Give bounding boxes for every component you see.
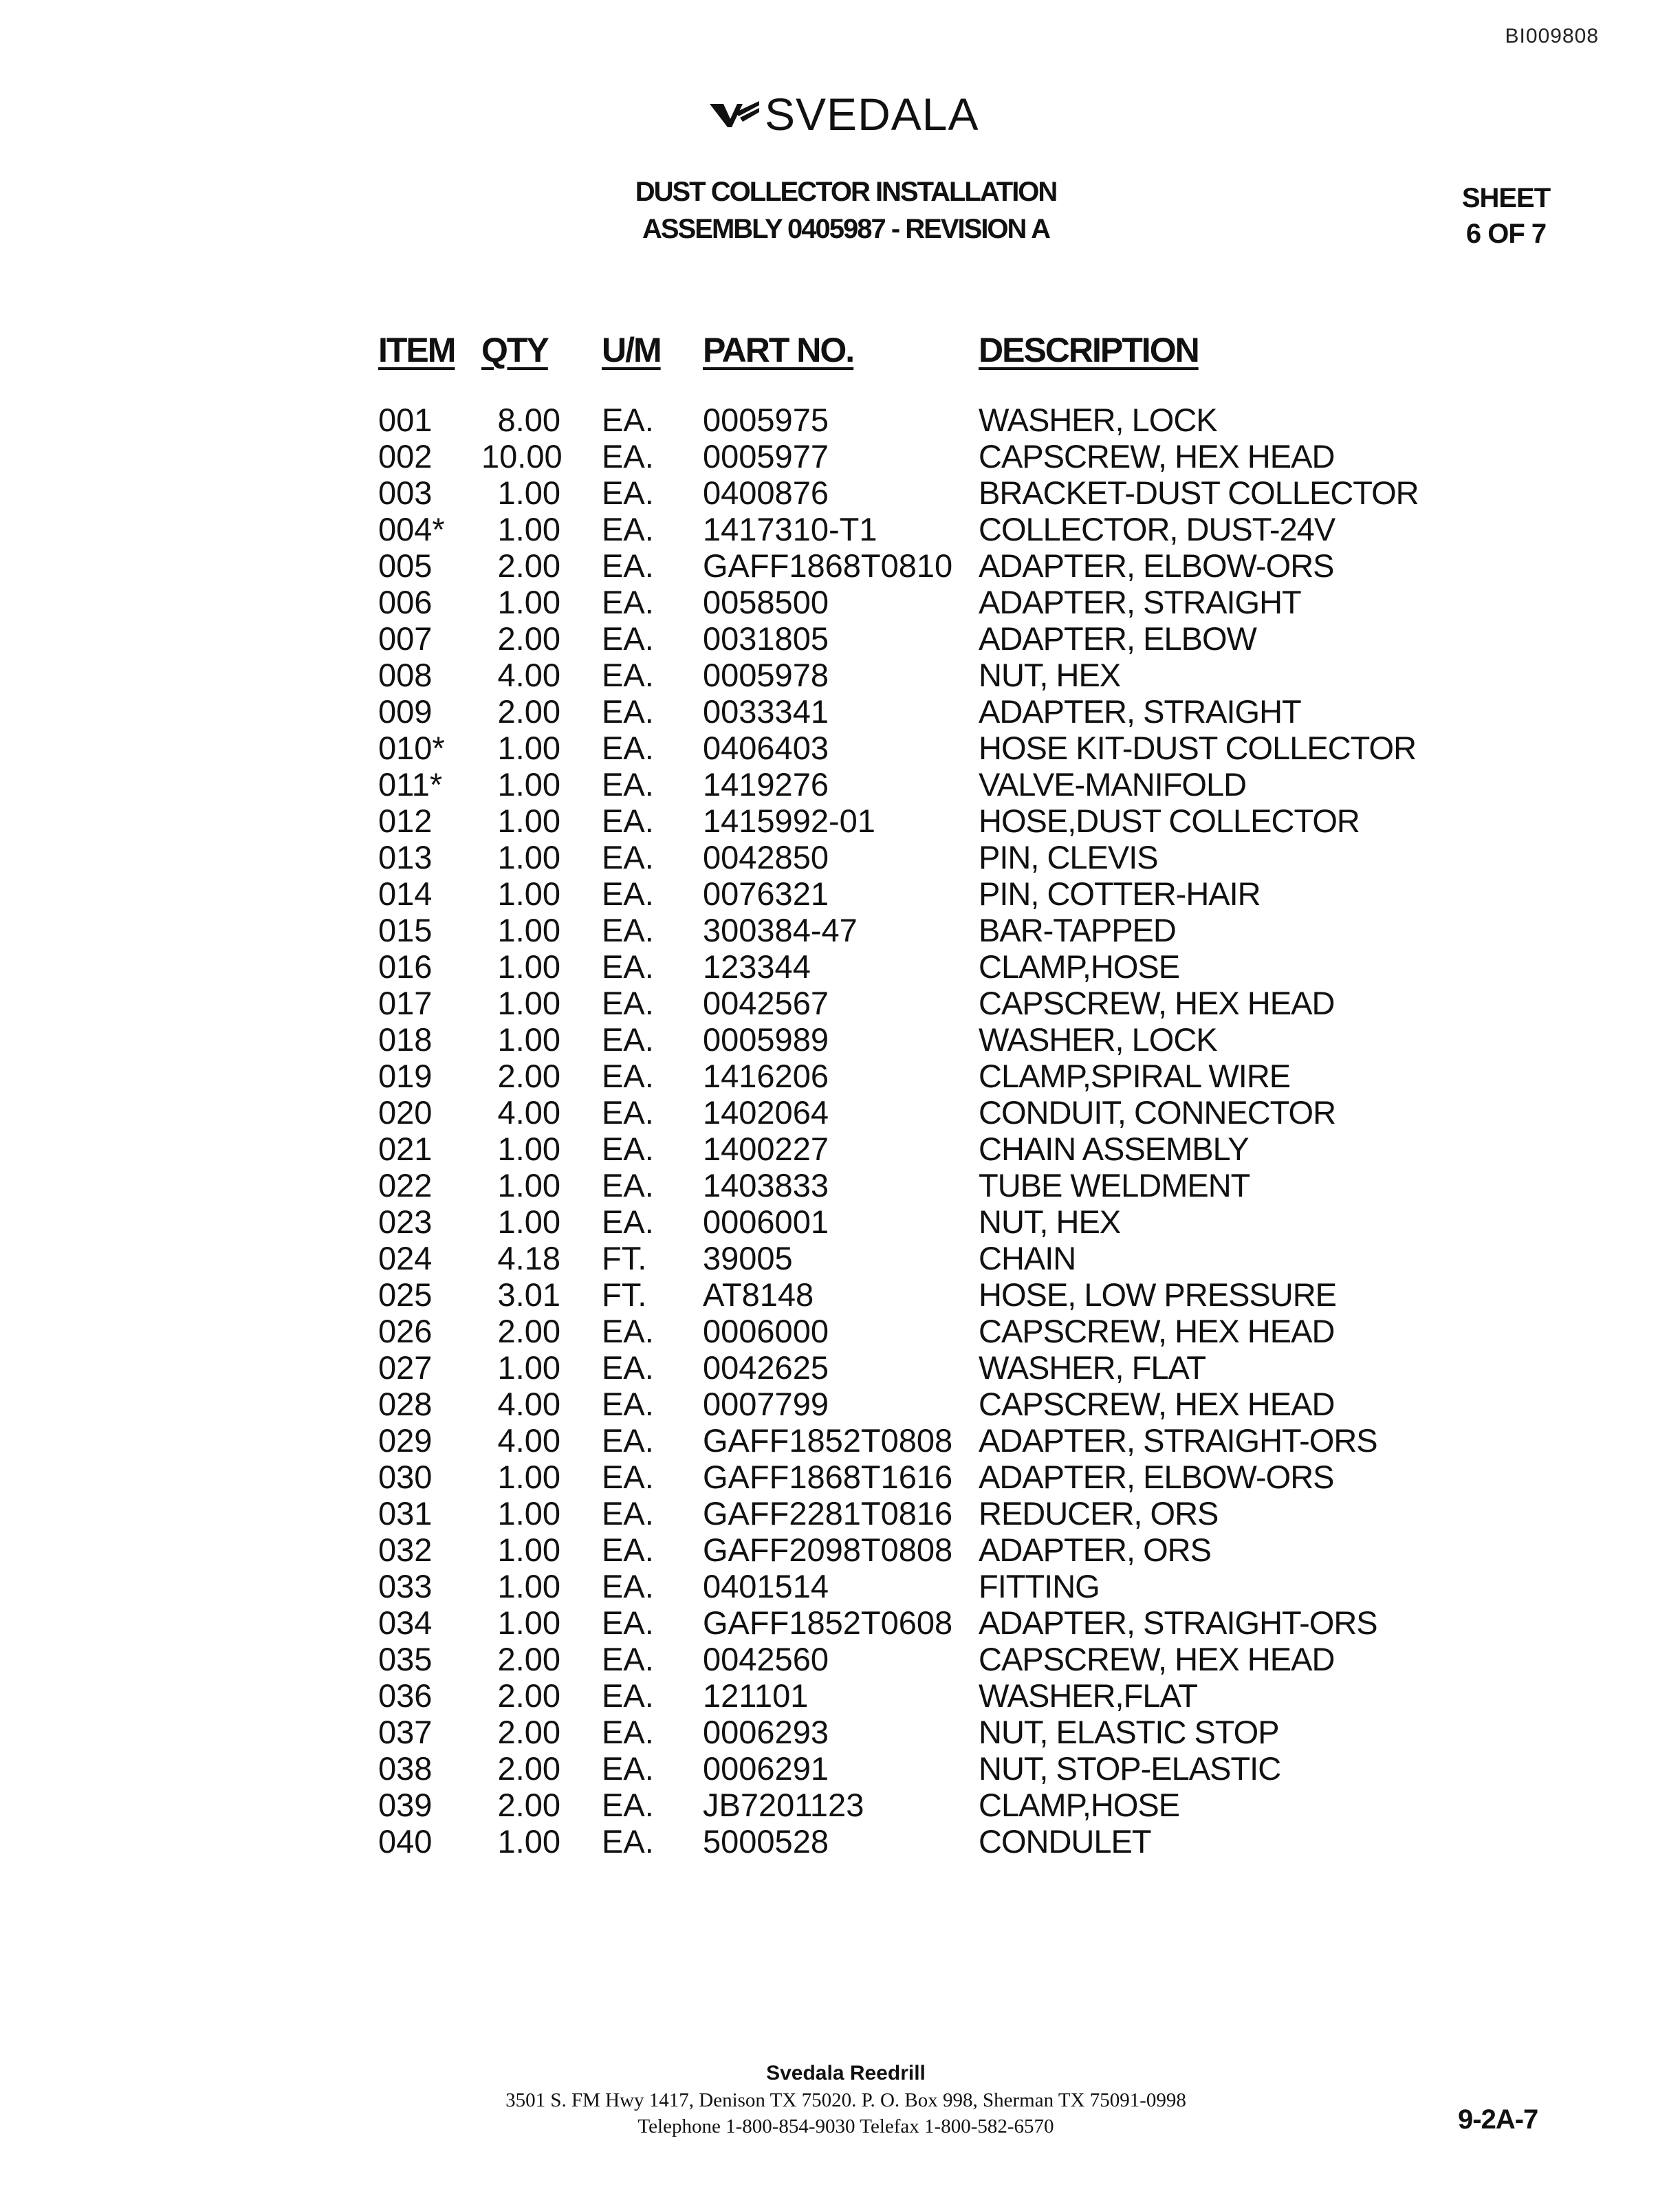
company-logo	[708, 88, 979, 140]
cell-qty: 1.00	[497, 511, 560, 547]
cell-part-no: 0006000	[703, 1313, 829, 1349]
cell-item: 023	[378, 1204, 433, 1240]
cell-description: BRACKET-DUST COLLECTOR	[979, 475, 1419, 511]
title-line-2: ASSEMBLY 0405987 - REVISION A	[642, 214, 1049, 244]
cell-description: BAR-TAPPED	[979, 912, 1176, 948]
cell-description: ADAPTER, ORS	[979, 1532, 1211, 1568]
cell-description: ADAPTER, ELBOW-ORS	[979, 1459, 1334, 1495]
cell-part-no: 1415992-01	[703, 803, 875, 839]
cell-item: 015	[378, 912, 433, 948]
cell-description: CONDULET	[979, 1823, 1151, 1860]
cell-description: ADAPTER, STRAIGHT-ORS	[979, 1604, 1377, 1641]
cell-part-no: 0058500	[703, 584, 829, 620]
cell-qty: 2.00	[497, 620, 560, 657]
cell-description: CHAIN ASSEMBLY	[979, 1131, 1249, 1167]
cell-um: EA.	[602, 620, 654, 657]
cell-item: 035	[378, 1641, 433, 1677]
cell-description: FITTING	[979, 1568, 1100, 1604]
cell-um: EA.	[602, 985, 654, 1021]
cell-item: 005	[378, 547, 433, 584]
cell-item: 021	[378, 1131, 433, 1167]
cell-qty: 1.00	[497, 1568, 560, 1604]
cell-item: 007	[378, 620, 433, 657]
cell-part-no: GAFF2098T0808	[703, 1532, 953, 1568]
cell-qty: 4.18	[497, 1240, 560, 1276]
cell-um: FT.	[602, 1276, 647, 1313]
cell-item: 024	[378, 1240, 433, 1276]
cell-description: CLAMP,HOSE	[979, 948, 1180, 985]
cell-description: CAPSCREW, HEX HEAD	[979, 438, 1335, 475]
cell-description: WASHER, FLAT	[979, 1349, 1206, 1386]
cell-um: EA.	[602, 1094, 654, 1131]
cell-part-no: JB7201123	[703, 1787, 864, 1823]
cell-part-no: 0005975	[703, 402, 829, 438]
cell-item: 040	[378, 1823, 433, 1860]
cell-description: ADAPTER, ELBOW-ORS	[979, 547, 1334, 584]
cell-um: EA.	[602, 1204, 654, 1240]
cell-description: TUBE WELDMENT	[979, 1167, 1250, 1204]
cell-part-no: GAFF1852T0608	[703, 1604, 953, 1641]
cell-qty: 2.00	[497, 1641, 560, 1677]
cell-um: EA.	[602, 1604, 654, 1641]
cell-description: COLLECTOR, DUST-24V	[979, 511, 1335, 547]
cell-um: EA.	[602, 693, 654, 730]
cell-description: WASHER,FLAT	[979, 1677, 1198, 1714]
cell-um: EA.	[602, 584, 654, 620]
header-part-no: PART NO.	[703, 331, 854, 369]
cell-um: EA.	[602, 1459, 654, 1495]
cell-item: 032	[378, 1532, 433, 1568]
cell-qty: 1.00	[497, 584, 560, 620]
cell-description: CLAMP,HOSE	[979, 1787, 1180, 1823]
cell-description: NUT, HEX	[979, 657, 1121, 693]
cell-qty: 8.00	[497, 402, 560, 438]
cell-item: 027	[378, 1349, 433, 1386]
sheet-label: SHEET	[1461, 183, 1551, 213]
cell-part-no: 5000528	[703, 1823, 829, 1860]
cell-um: EA.	[602, 1495, 654, 1532]
cell-um: EA.	[602, 1058, 654, 1094]
cell-item: 022	[378, 1167, 433, 1204]
cell-description: NUT, HEX	[979, 1204, 1121, 1240]
cell-description: HOSE, LOW PRESSURE	[979, 1276, 1336, 1313]
cell-description: WASHER, LOCK	[979, 1021, 1217, 1058]
cell-qty: 2.00	[497, 1714, 560, 1750]
cell-qty: 4.00	[497, 657, 560, 693]
footer-phone: Telephone 1-800-854-9030 Telefax 1-800-582-6570	[637, 2115, 1054, 2137]
cell-description: NUT, STOP-ELASTIC	[979, 1750, 1281, 1787]
cell-part-no: 0006293	[703, 1714, 829, 1750]
cell-item: 011*	[378, 766, 443, 803]
cell-part-no: GAFF1868T1616	[703, 1459, 953, 1495]
cell-description: ADAPTER, STRAIGHT	[979, 584, 1301, 620]
cell-part-no: 123344	[703, 948, 811, 985]
cell-part-no: GAFF2281T0816	[703, 1495, 953, 1532]
cell-um: EA.	[602, 1131, 654, 1167]
cell-item: 028	[378, 1386, 433, 1422]
cell-item: 017	[378, 985, 433, 1021]
page-number: 9-2A-7	[1458, 2104, 1538, 2135]
cell-item: 001	[378, 402, 433, 438]
cell-item: 013	[378, 839, 433, 875]
cell-part-no: 0401514	[703, 1568, 829, 1604]
cell-item: 008	[378, 657, 433, 693]
cell-item: 029	[378, 1422, 433, 1459]
cell-description: VALVE-MANIFOLD	[979, 766, 1247, 803]
cell-qty: 1.00	[497, 985, 560, 1021]
cell-description: CONDUIT, CONNECTOR	[979, 1094, 1336, 1131]
cell-item: 016	[378, 948, 433, 985]
cell-qty: 1.00	[497, 1532, 560, 1568]
cell-item: 004*	[378, 511, 445, 547]
cell-qty: 4.00	[497, 1094, 560, 1131]
cell-description: CAPSCREW, HEX HEAD	[979, 1641, 1335, 1677]
cell-part-no: 0042560	[703, 1641, 829, 1677]
cell-part-no: 1417310-T1	[703, 511, 877, 547]
cell-item: 012	[378, 803, 433, 839]
cell-item: 019	[378, 1058, 433, 1094]
cell-description: ADAPTER, STRAIGHT	[979, 693, 1301, 730]
cell-part-no: 39005	[703, 1240, 793, 1276]
cell-qty: 2.00	[497, 1058, 560, 1094]
cell-um: EA.	[602, 657, 654, 693]
header-description: DESCRIPTION	[979, 331, 1199, 369]
cell-um: EA.	[602, 1677, 654, 1714]
cell-um: EA.	[602, 1349, 654, 1386]
cell-description: CAPSCREW, HEX HEAD	[979, 985, 1335, 1021]
cell-item: 020	[378, 1094, 433, 1131]
cell-part-no: 0005989	[703, 1021, 829, 1058]
cell-qty: 1.00	[497, 475, 560, 511]
cell-qty: 1.00	[497, 803, 560, 839]
cell-description: HOSE,DUST COLLECTOR	[979, 803, 1360, 839]
cell-qty: 1.00	[497, 912, 560, 948]
cell-qty: 1.00	[497, 730, 560, 766]
cell-item: 038	[378, 1750, 433, 1787]
title-line-1: DUST COLLECTOR INSTALLATION	[635, 177, 1057, 207]
cell-um: EA.	[602, 1787, 654, 1823]
cell-part-no: 0042625	[703, 1349, 829, 1386]
cell-description: REDUCER, ORS	[979, 1495, 1219, 1532]
cell-um: EA.	[602, 839, 654, 875]
cell-part-no: 0400876	[703, 475, 829, 511]
footer-address: 3501 S. FM Hwy 1417, Denison TX 75020. P. O. Box 998, Sherman TX 75091-0998	[505, 2089, 1186, 2111]
cell-qty: 2.00	[497, 1313, 560, 1349]
cell-qty: 4.00	[497, 1422, 560, 1459]
cell-part-no: GAFF1852T0808	[703, 1422, 953, 1459]
cell-qty: 1.00	[497, 948, 560, 985]
cell-um: EA.	[602, 1021, 654, 1058]
cell-item: 003	[378, 475, 433, 511]
sheet-indicator	[1437, 180, 1575, 252]
cell-item: 018	[378, 1021, 433, 1058]
cell-part-no: 0005977	[703, 438, 829, 475]
cell-qty: 1.00	[497, 1204, 560, 1240]
cell-um: EA.	[602, 1641, 654, 1677]
cell-qty: 1.00	[497, 875, 560, 912]
cell-item: 036	[378, 1677, 433, 1714]
header-item: ITEM	[378, 331, 455, 369]
cell-qty: 1.00	[497, 839, 560, 875]
cell-um: EA.	[602, 803, 654, 839]
cell-item: 031	[378, 1495, 433, 1532]
header-qty: QTY	[481, 331, 548, 369]
document-id: BI009808	[1505, 25, 1599, 47]
cell-part-no: 1403833	[703, 1167, 829, 1204]
cell-um: EA.	[602, 1714, 654, 1750]
cell-part-no: 121101	[703, 1677, 809, 1714]
footer	[385, 2060, 1307, 2139]
cell-qty: 2.00	[497, 1750, 560, 1787]
cell-qty: 2.00	[497, 693, 560, 730]
cell-um: EA.	[602, 511, 654, 547]
cell-qty: 1.00	[497, 1349, 560, 1386]
cell-qty: 2.00	[497, 547, 560, 584]
cell-part-no: 300384-47	[703, 912, 858, 948]
cell-item: 026	[378, 1313, 433, 1349]
cell-part-no: 0005978	[703, 657, 829, 693]
cell-um: EA.	[602, 1313, 654, 1349]
cell-um: EA.	[602, 402, 654, 438]
cell-um: EA.	[602, 1422, 654, 1459]
cell-um: EA.	[602, 475, 654, 511]
cell-um: EA.	[602, 875, 654, 912]
cell-description: CHAIN	[979, 1240, 1076, 1276]
cell-part-no: 0042850	[703, 839, 829, 875]
cell-um: EA.	[602, 1386, 654, 1422]
cell-item: 033	[378, 1568, 433, 1604]
cell-qty: 1.00	[497, 1167, 560, 1204]
cell-item: 039	[378, 1787, 433, 1823]
cell-part-no: 0076321	[703, 875, 829, 912]
cell-qty: 1.00	[497, 1131, 560, 1167]
cell-item: 014	[378, 875, 433, 912]
cell-part-no: 0006291	[703, 1750, 829, 1787]
cell-description: ADAPTER, STRAIGHT-ORS	[979, 1422, 1377, 1459]
footer-company: Svedala Reedrill	[766, 2062, 926, 2084]
cell-item: 009	[378, 693, 433, 730]
cell-qty: 1.00	[497, 1021, 560, 1058]
cell-item: 030	[378, 1459, 433, 1495]
cell-qty: 1.00	[497, 766, 560, 803]
cell-description: ADAPTER, ELBOW	[979, 620, 1256, 657]
cell-um: EA.	[602, 948, 654, 985]
cell-part-no: 1419276	[703, 766, 829, 803]
cell-part-no: 0042567	[703, 985, 829, 1021]
cell-qty: 2.00	[497, 1677, 560, 1714]
svedala-logo-icon	[708, 98, 761, 130]
cell-description: CAPSCREW, HEX HEAD	[979, 1313, 1335, 1349]
cell-qty: 1.00	[497, 1459, 560, 1495]
cell-description: PIN, CLEVIS	[979, 839, 1158, 875]
header-um: U/M	[602, 331, 661, 369]
cell-part-no: 0007799	[703, 1386, 829, 1422]
cell-item: 002	[378, 438, 433, 475]
cell-qty: 1.00	[497, 1823, 560, 1860]
cell-qty: 1.00	[497, 1604, 560, 1641]
cell-um: FT.	[602, 1240, 647, 1276]
cell-um: EA.	[602, 547, 654, 584]
cell-item: 006	[378, 584, 433, 620]
cell-um: EA.	[602, 1568, 654, 1604]
cell-item: 037	[378, 1714, 433, 1750]
cell-qty: 4.00	[497, 1386, 560, 1422]
cell-description: HOSE KIT-DUST COLLECTOR	[979, 730, 1417, 766]
cell-description: NUT, ELASTIC STOP	[979, 1714, 1279, 1750]
cell-part-no: 1416206	[703, 1058, 829, 1094]
cell-part-no: 0406403	[703, 730, 829, 766]
cell-part-no: 0033341	[703, 693, 829, 730]
cell-part-no: GAFF1868T0810	[703, 547, 953, 584]
cell-item: 010*	[378, 730, 445, 766]
cell-qty: 3.01	[497, 1276, 560, 1313]
cell-qty: 2.00	[497, 1787, 560, 1823]
cell-um: EA.	[602, 912, 654, 948]
cell-part-no: 1400227	[703, 1131, 829, 1167]
document-title	[605, 173, 1087, 248]
cell-description: PIN, COTTER-HAIR	[979, 875, 1261, 912]
cell-um: EA.	[602, 1167, 654, 1204]
cell-part-no: AT8148	[703, 1276, 814, 1313]
cell-part-no: 0031805	[703, 620, 829, 657]
cell-qty: 10.00	[481, 438, 563, 475]
cell-part-no: 0006001	[703, 1204, 829, 1240]
cell-um: EA.	[602, 766, 654, 803]
cell-um: EA.	[602, 438, 654, 475]
cell-part-no: 1402064	[703, 1094, 829, 1131]
cell-item: 025	[378, 1276, 433, 1313]
cell-um: EA.	[602, 1532, 654, 1568]
cell-um: EA.	[602, 1750, 654, 1787]
cell-um: EA.	[602, 730, 654, 766]
cell-qty: 1.00	[497, 1495, 560, 1532]
cell-um: EA.	[602, 1823, 654, 1860]
cell-description: CLAMP,SPIRAL WIRE	[979, 1058, 1291, 1094]
cell-item: 034	[378, 1604, 433, 1641]
cell-description: CAPSCREW, HEX HEAD	[979, 1386, 1335, 1422]
logo-text: SVEDALA	[765, 89, 979, 140]
cell-description: WASHER, LOCK	[979, 402, 1217, 438]
sheet-value: 6 OF 7	[1465, 219, 1547, 249]
